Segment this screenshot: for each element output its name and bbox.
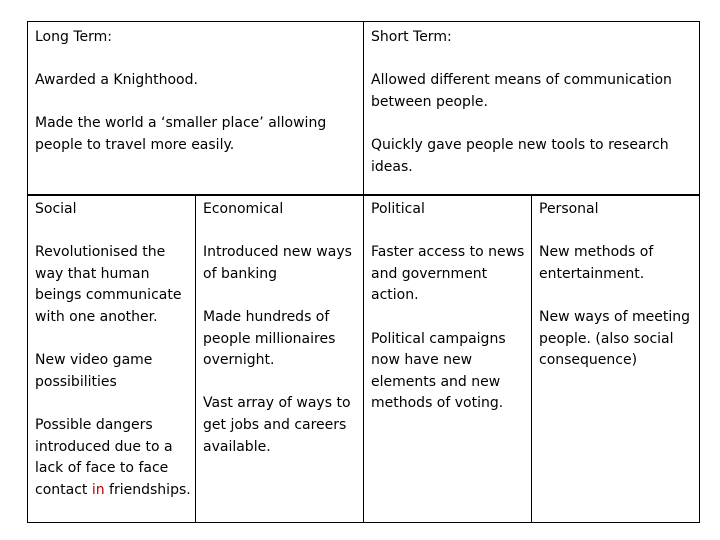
social-item-dangers bbox=[35, 415, 194, 501]
personal-heading: Personal bbox=[539, 201, 599, 217]
divider-center bbox=[363, 22, 364, 522]
divider-right bbox=[531, 194, 532, 522]
social-item-text: Possible dangers introduced due to a lack of face to face contact bbox=[35, 416, 173, 498]
economical-item: Made hundreds of people millionaires overnight. bbox=[203, 308, 336, 369]
highlighted-word: in bbox=[91, 481, 105, 498]
social-item: Revolutionised the way that human beings communicate with one another. bbox=[35, 244, 182, 325]
economical-item: Vast array of ways to get jobs and careers available. bbox=[203, 395, 351, 455]
short-term-item: Allowed different means of communication between people. bbox=[371, 72, 672, 110]
personal-cell bbox=[539, 199, 697, 372]
long-term-heading: Long Term: bbox=[35, 29, 112, 45]
political-heading: Political bbox=[371, 201, 425, 217]
political-item: Faster access to news and government action. bbox=[371, 244, 525, 304]
political-cell bbox=[371, 199, 529, 415]
political-item: Political campaigns now have new elements and new methods of voting. bbox=[371, 330, 506, 412]
impact-table bbox=[27, 21, 700, 523]
long-term-cell bbox=[35, 27, 355, 157]
social-heading: Social bbox=[35, 201, 77, 217]
economical-item: Introduced new ways of banking bbox=[203, 244, 352, 282]
social-cell bbox=[35, 199, 194, 501]
social-item-text: friendships. bbox=[104, 481, 191, 498]
short-term-heading: Short Term: bbox=[371, 29, 452, 45]
personal-item: New methods of entertainment. bbox=[539, 244, 654, 282]
long-term-item: Made the world a ‘smaller place’ allowing people to travel more easily. bbox=[35, 115, 327, 153]
social-item: New video game possibilities bbox=[35, 352, 153, 390]
short-term-item: Quickly gave people new tools to research ideas. bbox=[371, 136, 669, 175]
short-term-cell bbox=[371, 27, 699, 178]
divider-horizontal bbox=[28, 194, 699, 196]
economical-heading: Economical bbox=[203, 201, 284, 217]
divider-left bbox=[195, 194, 196, 522]
economical-cell bbox=[203, 199, 361, 458]
long-term-item: Awarded a Knighthood. bbox=[35, 72, 198, 89]
personal-item: New ways of meeting people. (also social consequence) bbox=[539, 308, 690, 369]
